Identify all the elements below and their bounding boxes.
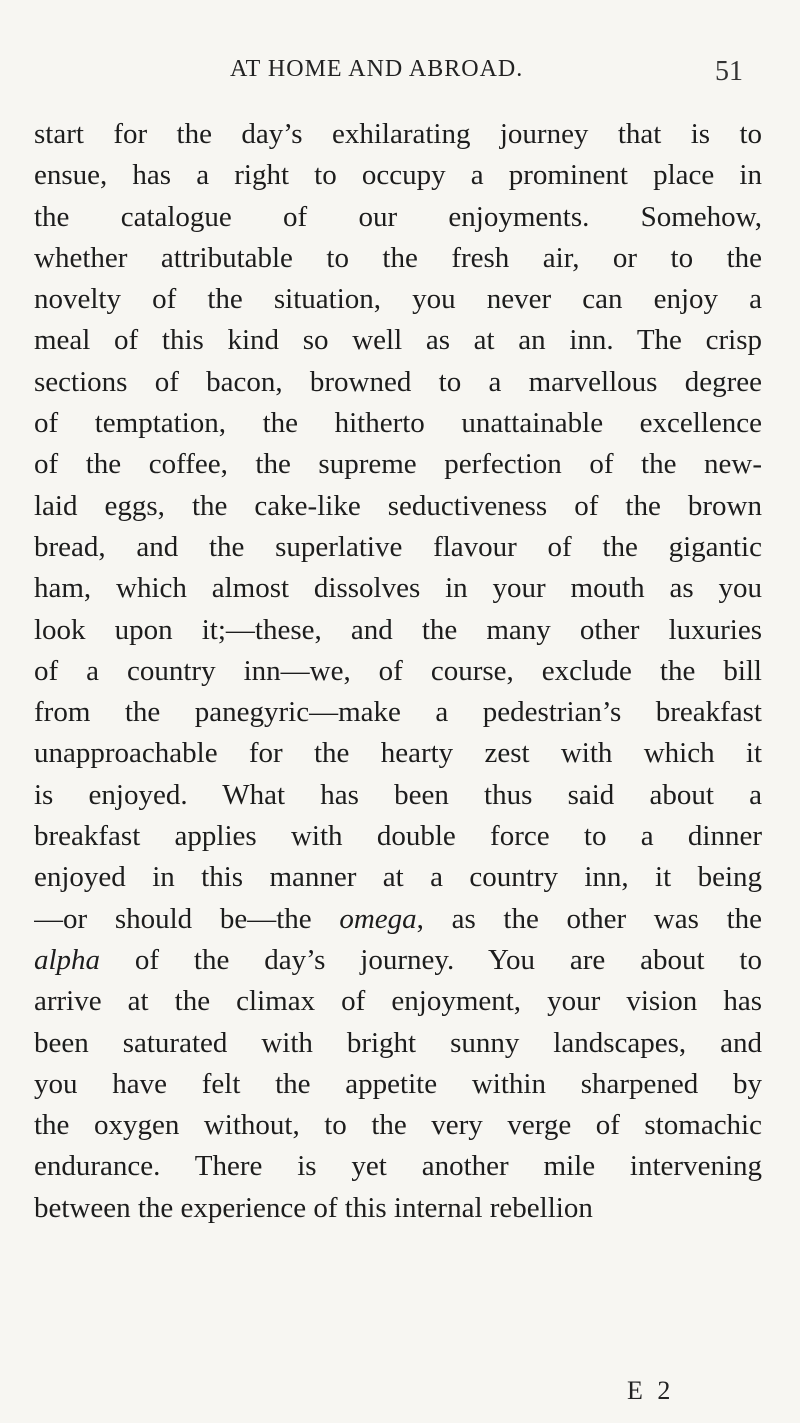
text-line: sections of bacon, browned to a marvellous degree [34,365,762,398]
text-run: of the day’s journey. You are about to [100,943,762,976]
text-line: of a country inn—we, of course, exclude the bill [34,654,762,687]
running-head [230,56,743,96]
text-line: novelty of the situation, you never can enjoy a [34,283,762,316]
text-line: of temptation, the hitherto unattainable excellence [34,407,762,440]
text-line: unapproachable for the hearty zest with which it [34,737,762,770]
text-line [34,940,762,981]
text-line [34,899,762,940]
body-text [34,114,762,1229]
italic-word-alpha: alpha [34,943,101,976]
text-line: the oxygen without, to the very verge of stomachic [34,1109,762,1142]
text-line: enjoyed in this manner at a country inn, it being [34,861,762,894]
text-line: ham, which almost dissolves in your mouth as you [34,572,762,605]
italic-word-omega: omega [339,902,417,935]
page-number: 51 [715,56,743,87]
text-line: the catalogue of our enjoyments. Somehow, [34,200,762,233]
signature-mark: E 2 [627,1376,675,1405]
text-line: arrive at the climax of enjoyment, your vision has [34,985,762,1018]
text-line: whether attributable to the fresh air, or to the [34,241,762,274]
text-line: laid eggs, the cake-like seductiveness of the brown [34,489,762,522]
text-line: meal of this kind so well as at an inn. The crisp [34,324,762,357]
text-line: start for the day’s exhilarating journey that is to [34,118,762,150]
text-line: of the coffee, the supreme perfection of the new- [34,448,762,481]
text-line: been saturated with bright sunny landscapes, and [34,1026,762,1059]
text-line: from the panegyric—make a pedestrian’s breakfast [34,696,762,729]
text-line: bread, and the superlative flavour of the gigantic [34,530,762,563]
text-line: ensue, has a right to occupy a prominent place in [34,159,762,192]
running-title: AT HOME AND ABROAD. [230,56,524,82]
text-line: you have felt the appetite within sharpened by [34,1067,762,1100]
text-line: endurance. There is yet another mile intervening [34,1150,762,1183]
text-line: breakfast applies with double force to a dinner [34,820,762,853]
text-line: is enjoyed. What has been thus said about a [34,778,762,811]
text-line: between the experience of this internal rebellion [34,1191,593,1224]
text-run: , as the other was the [416,902,762,935]
text-line: look upon it;—these, and the many other luxuries [34,613,762,646]
text-run: —or should be—the [34,902,312,935]
